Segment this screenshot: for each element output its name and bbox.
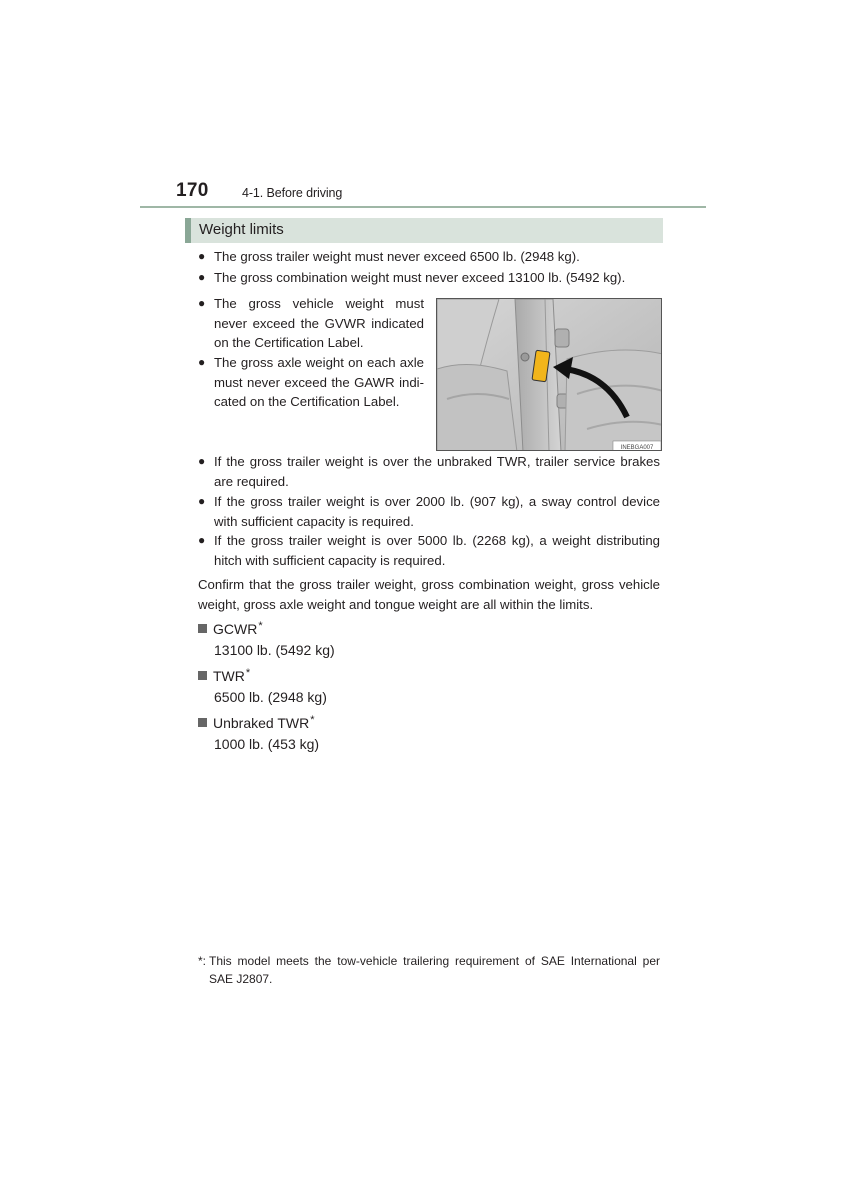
door-pillar-illustration (437, 299, 662, 451)
bullet-icon: ● (198, 533, 206, 547)
list-item (198, 531, 660, 571)
bullet-text: The gross vehicle weight must never exceed the GVWR indicated on the Certification Label. (214, 296, 424, 350)
bullet-icon: ● (198, 454, 206, 468)
bullet-text: If the gross trailer weight is over 5000 lb. (2268 kg), a weight distributing hitch with sufficient capacity is required. (214, 533, 660, 568)
list-item (198, 247, 660, 267)
page-number: 170 (176, 180, 209, 201)
bullet-text: The gross trailer weight must never exceed 6500 lb. (2948 kg). (214, 249, 580, 264)
bullet-text: If the gross trailer weight is over 2000 lb. (907 kg), a sway control device with sufficient capacity is required. (214, 494, 660, 529)
spec-value-twr: 6500 lb. (2948 kg) (214, 689, 327, 705)
bullet-text: If the gross trailer weight is over the unbraked TWR, trailer service brakes are required. (214, 454, 660, 489)
square-bullet-icon (198, 718, 207, 727)
square-bullet-icon (198, 624, 207, 633)
header-rule (140, 206, 706, 208)
certification-label-figure (436, 298, 662, 451)
list-item (198, 492, 660, 532)
spec-value-gcwr: 13100 lb. (5492 kg) (214, 642, 335, 658)
asterisk-mark: * (245, 667, 251, 679)
asterisk-mark: * (258, 620, 263, 632)
spec-heading-twr (198, 663, 250, 686)
list-item (198, 353, 424, 413)
section-header (185, 218, 663, 243)
footnote-text: This model meets the tow-vehicle trailering requirement of SAE International per SAE J2807. (209, 954, 660, 986)
bullet-icon: ● (198, 249, 206, 263)
list-item (198, 268, 660, 288)
spec-heading-unbraked-twr (198, 710, 315, 733)
figure-code: INEBGA007 (620, 445, 654, 451)
asterisk-mark: * (310, 714, 315, 726)
list-item (198, 452, 660, 492)
bullet-icon: ● (198, 270, 206, 284)
bullet-icon: ● (198, 296, 206, 310)
spec-label: GCWR (213, 621, 258, 637)
spec-value-unbraked-twr: 1000 lb. (453 kg) (214, 736, 320, 752)
spec-label: TWR (213, 668, 245, 684)
spec-heading-gcwr (198, 616, 263, 639)
bullet-icon: ● (198, 355, 206, 369)
bullet-text: The gross combination weight must never exceed 13100 lb. (5492 kg). (214, 270, 626, 285)
spec-label: Unbraked TWR (213, 715, 310, 731)
bullet-icon: ● (198, 494, 206, 508)
footnote-mark: *: (198, 954, 207, 968)
chapter-title: 4-1. Before driving (242, 186, 343, 200)
section-title: Weight limits (199, 221, 284, 238)
list-item (198, 294, 424, 354)
bullet-text: The gross axle weight on each axle must never exceed the GAWR indi-cated on the Certification Label. (214, 355, 424, 409)
square-bullet-icon (198, 671, 207, 680)
body-paragraph: Confirm that the gross trailer weight, gross combination weight, gross vehicle weight, gross axle weight and tongue weight are all within the limits. (198, 577, 660, 612)
